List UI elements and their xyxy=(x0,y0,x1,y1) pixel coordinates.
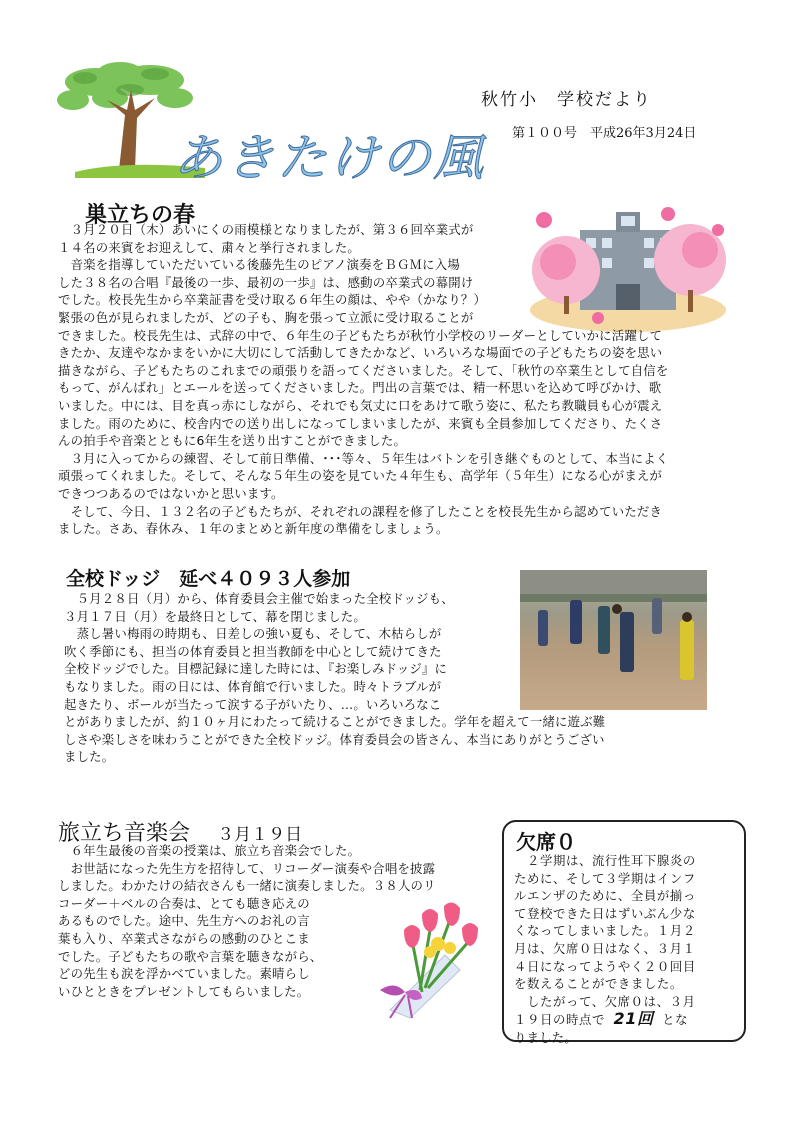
article1-title: 巣立ちの春 xyxy=(85,203,196,228)
article2-body xyxy=(64,590,724,766)
tulip-bouquet-icon xyxy=(350,900,495,1020)
article1-line: もって、がんばれ」とエールを送ってくださいました。門出の言葉では、精一杯思いを込めて呼びかけ、歌 xyxy=(58,380,662,396)
article3-line: コーダー＋ベルの合奏は、とても聴き応えの xyxy=(58,895,310,911)
article2-line: ５月２８日（月）から、体育委員会主催で始まった全校ドッジも、 xyxy=(64,591,454,606)
article1-line: ３月２０日（木）あいにくの雨模様となりましたが、第３６回卒業式が xyxy=(58,222,474,237)
attendance-line: ために、そして３学期はインフ xyxy=(514,870,696,886)
attendance-line: を数えることができました。 xyxy=(514,976,683,992)
article2-line: ３月１７日（月）を最終日として、幕を閉じました。 xyxy=(64,608,366,624)
attendance-box xyxy=(502,820,746,1045)
article1-body xyxy=(58,221,748,538)
article1-line: そして、今日、１３２名の子どもたちが、それぞれの課程を修了したことを校長先生から認めていただき xyxy=(58,503,663,519)
article1-line: きたか、友達やなかまをいかに大切にして活動してきたかなど、いろいろな場面での子どもたちの姿を思い xyxy=(58,345,663,361)
article1-line: １４名の来賓をお迎えして、粛々と挙行されました。 xyxy=(58,239,360,255)
article2-line: もなりました。雨の日には、体育館で行いました。時々トラブルが xyxy=(64,678,442,694)
article3-line: いひとときをプレゼントしてもらいました。 xyxy=(58,983,310,999)
attendance-box-title: 欠席０ xyxy=(516,830,576,854)
article1-line: ３月に入ってからの練習、そして前日準備、･･･等々、５年生はバトンを引き継ぐものとして、本当によく xyxy=(58,450,669,466)
article3-line: ６年生最後の音楽の授業は、旅立ち音楽会でした。 xyxy=(58,843,361,858)
attendance-line: ２学期は、流行性耳下腺炎の xyxy=(514,853,696,868)
article1-line: ました。さあ、春休み、１年のまとめと新年度の準備をしましょう。 xyxy=(58,521,449,537)
article1-line: 音楽を指導していただいている後藤先生のピアノ演奏をＢＧＭに入場 xyxy=(58,257,460,273)
attendance-line-pre: １９日の時点で xyxy=(514,1012,605,1028)
attendance-line: くなってしまいました。１月２ xyxy=(514,923,696,939)
article3-title: 旅立ち音楽会 xyxy=(58,821,191,846)
article3-line: どの先生も涙を浮かべていました。素晴らし xyxy=(58,966,310,982)
article1-line: でした。校長先生から卒業証書を受け取る６年生の顔は、やや（かなり？） xyxy=(58,292,487,308)
attendance-line: て登校できた日はずいぶん少な xyxy=(514,905,696,921)
attendance-line: りました。 xyxy=(514,1029,577,1045)
attendance-line: ルエンザのために、全員が揃っ xyxy=(514,888,696,904)
article1-line: 頑張ってくれました。そして、そんな５年生の姿を見ていた４年生も、高学年（５年生）になる心がまえが xyxy=(58,468,663,484)
article3-date: ３月１９日 xyxy=(217,825,303,845)
article1-line: できつつあるのではないかと思います。 xyxy=(58,485,284,501)
article3-line: あるものでした。途中、先生方へのお礼の言 xyxy=(58,913,310,929)
masthead xyxy=(55,60,755,185)
article1-line: いました。中には、目を真っ赤にしながら、それでも気丈に口をあけて歌う姿に、私たち教職員も心が震え xyxy=(58,397,663,413)
article2-line: 起きたり、ボールが当たって涙する子がいたり、…。いろいろなこ xyxy=(64,696,442,712)
issue-info: 第１００号 平成26年3月24日 xyxy=(512,126,697,141)
article2-line: 蒸し暑い梅雨の時期も、日差しの強い夏も、そして、木枯らしが xyxy=(64,626,442,642)
article1-line: 描きながら、子どもたちのこれまでの頑張りを語ってくださいました。そして、「秋竹の卒業生として自信を xyxy=(58,362,669,378)
school-name: 秋竹小 学校だより xyxy=(481,90,652,110)
attendance-line-10 xyxy=(514,1010,738,1029)
article1-line: 緊張の色が見られましたが、どの子も、胸を張って立派に受け取ることが xyxy=(58,309,474,325)
attendance-highlight: 21回 xyxy=(613,1009,654,1029)
article3-line: でした。子どもたちの歌や言葉を聴きながら、 xyxy=(58,948,323,964)
article1-line: した３８名の合唱『最後の一歩、最初の一歩』は、感動の卒業式の幕開け xyxy=(58,274,474,290)
article3-line: お世話になった先生方を招待して、リコーダー演奏や合唱を披露 xyxy=(58,860,436,876)
article3-line: しました。わかたけの結衣さんも一緒に演奏しました。３８人のリ xyxy=(58,878,436,894)
masthead-title: あきたけの風 xyxy=(173,129,485,187)
attendance-line: ４日になってようやく２０回目 xyxy=(514,958,696,974)
attendance-line: したがって、欠席０は、３月 xyxy=(514,993,696,1009)
attendance-line-post: とな xyxy=(662,1012,689,1028)
article3-line: 葉も入り、卒業式さながらの感動のひとこま xyxy=(58,930,310,946)
article2-line: 全校ドッジでした。目標記録に達した時には、『お楽しみドッジ』に xyxy=(64,661,448,677)
attendance-box-body xyxy=(514,852,738,1047)
article1-line: できました。校長先生は、式辞の中で、６年生の子どもたちが秋竹小学校のリーダーとしていかに活躍して xyxy=(58,327,663,343)
article2-title: 全校ドッジ 延べ４０９３人参加 xyxy=(66,568,351,590)
article1-line: ました。雨のために、校舎内での送り出しになってしまいましたが、来賓も全員参加してくださり、たくさ xyxy=(58,415,663,431)
article2-line: 吹く季節にも、担当の体育委員と担当教師を中心として続けてきた xyxy=(64,643,442,659)
article2-line: ました。 xyxy=(64,749,115,765)
article2-line: とがありましたが、約１０ヶ月にわたって続けることができました。学年を超えて一緒に遊ぶ難 xyxy=(64,714,606,730)
article1-line: んの拍手や音楽とともに6年生を送り出すことができました。 xyxy=(58,433,407,449)
article2-line: しさや楽しさを味わうことができた全校ドッジ。体育委員会の皆さん、本当にありがとうござい xyxy=(64,731,605,747)
attendance-line: 月は、欠席０日はなく、３月１ xyxy=(514,940,696,956)
